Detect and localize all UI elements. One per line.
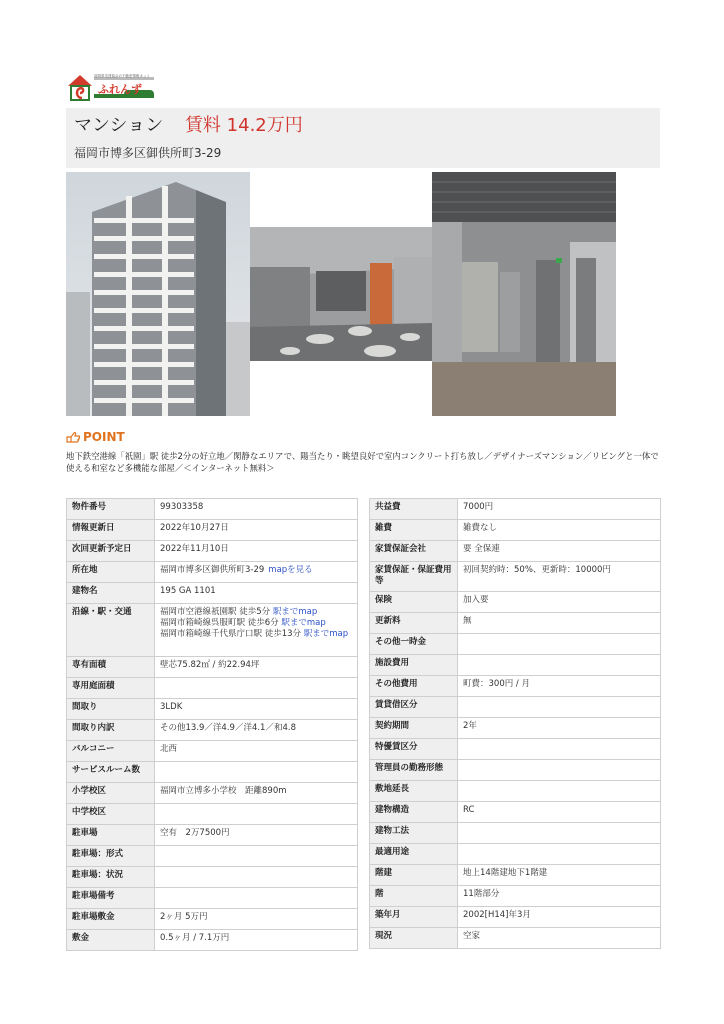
spec-value-text: 3LDK <box>160 702 183 712</box>
spec-value-text: 11階部分 <box>463 889 500 899</box>
spec-value-text: 壁芯75.82㎡ / 約22.94坪 <box>160 660 260 670</box>
spec-label: 専用庭面積 <box>67 678 155 699</box>
spec-row <box>67 583 358 604</box>
spec-value-text: 2ヶ月 5万円 <box>160 912 208 922</box>
spec-label: バルコニー <box>67 741 155 762</box>
spec-value <box>155 678 358 699</box>
spec-row <box>67 604 358 657</box>
spec-value-text: その他13.9／洋4.9／洋4.1／和4.8 <box>160 723 296 733</box>
point-heading-text: POINT <box>83 430 125 444</box>
spec-row <box>370 781 661 802</box>
spec-value <box>155 657 358 678</box>
spec-row <box>370 865 661 886</box>
spec-value <box>155 867 358 888</box>
spec-value <box>458 781 661 802</box>
spec-label: 契約期間 <box>370 718 458 739</box>
spec-value <box>155 825 358 846</box>
spec-label: 所在地 <box>67 562 155 583</box>
photo-entrance[interactable] <box>250 227 432 361</box>
spec-row <box>370 823 661 844</box>
spec-value-text: 2022年10月27日 <box>160 523 229 533</box>
spec-row <box>370 907 661 928</box>
spec-value-text: 福岡市博多区御供所町3-29 <box>160 565 265 575</box>
spec-row <box>67 520 358 541</box>
spec-label: 家賃保証会社 <box>370 541 458 562</box>
spec-value <box>155 604 358 657</box>
spec-value-text: 要 全保連 <box>463 544 500 554</box>
photo-building-exterior[interactable] <box>66 172 250 416</box>
spec-row <box>370 541 661 562</box>
spec-label: サービスルーム数 <box>67 762 155 783</box>
spec-row <box>370 520 661 541</box>
spec-row <box>67 562 358 583</box>
spec-value <box>155 541 358 562</box>
spec-label: 駐車場備考 <box>67 888 155 909</box>
spec-value-text: 無 <box>463 616 472 626</box>
spec-value-text: 7000円 <box>463 502 494 512</box>
spec-value <box>155 888 358 909</box>
spec-value <box>458 823 661 844</box>
spec-table-left <box>66 498 358 951</box>
spec-value-text: 初回契約時：50%、更新時：10000円 <box>463 565 611 575</box>
spec-value <box>458 697 661 718</box>
spec-value <box>458 592 661 613</box>
spec-value <box>155 583 358 604</box>
spec-row <box>67 888 358 909</box>
spec-value-text: RC <box>463 805 475 815</box>
transit-line <box>160 607 352 618</box>
spec-value-text: 町費：300円 / 月 <box>463 679 530 689</box>
spec-label: 間取り内訳 <box>67 720 155 741</box>
spec-row <box>370 676 661 697</box>
spec-row <box>67 846 358 867</box>
entrance-image <box>250 227 432 361</box>
spec-value <box>458 739 661 760</box>
spec-table-right <box>369 498 661 949</box>
spec-value <box>155 741 358 762</box>
spec-label: 敷地延長 <box>370 781 458 802</box>
point-description: 地下鉄空港線「祇園」駅 徒歩2分の好立地／閑静なエリアで、陽当たり・眺望良好で室内コンクリート打ち放し／デザイナーズマンション／リビングと一体で使える和室など多機能な部屋／＜インターネット無料＞ <box>66 451 659 473</box>
site-logo[interactable] <box>66 72 158 104</box>
spec-label: 階建 <box>370 865 458 886</box>
logo-tagline: 福岡県宅建協会の不動産情報ネット <box>94 74 150 78</box>
spec-value <box>458 634 661 655</box>
spec-value <box>155 783 358 804</box>
spec-row <box>370 655 661 676</box>
spec-label: 中学校区 <box>67 804 155 825</box>
elevator-hall-image <box>432 172 616 416</box>
spec-row <box>370 739 661 760</box>
spec-value <box>458 760 661 781</box>
spec-value-text: 地上14階建地下1階建 <box>463 868 548 878</box>
spec-row <box>370 562 661 592</box>
spec-label: 保険 <box>370 592 458 613</box>
spec-label: 専有面積 <box>67 657 155 678</box>
spec-row <box>370 886 661 907</box>
point-heading <box>66 430 125 444</box>
spec-value-text: 2002[H14]年3月 <box>463 910 531 920</box>
spec-label: 現況 <box>370 928 458 949</box>
spec-label: 次回更新予定日 <box>67 541 155 562</box>
spec-row <box>67 762 358 783</box>
spec-value <box>458 844 661 865</box>
spec-row <box>370 760 661 781</box>
spec-row <box>67 825 358 846</box>
spec-row <box>370 697 661 718</box>
spec-value <box>155 846 358 867</box>
spec-value <box>155 520 358 541</box>
spec-label: 駐車場：形式 <box>67 846 155 867</box>
spec-value <box>155 804 358 825</box>
spec-label: 敷金 <box>67 930 155 951</box>
address-map-link[interactable]: mapを見る <box>268 565 313 575</box>
spec-label: 駐車場敷金 <box>67 909 155 930</box>
spec-value <box>155 720 358 741</box>
spec-value <box>458 520 661 541</box>
spec-value <box>458 676 661 697</box>
spec-row <box>370 634 661 655</box>
spec-label: 建物名 <box>67 583 155 604</box>
spec-label: 施設費用 <box>370 655 458 676</box>
spec-row <box>67 541 358 562</box>
spec-row <box>370 499 661 520</box>
spec-label: 建物構造 <box>370 802 458 823</box>
spec-label: 賃貸借区分 <box>370 697 458 718</box>
spec-row <box>67 657 358 678</box>
spec-label: 物件番号 <box>67 499 155 520</box>
spec-row <box>370 718 661 739</box>
spec-value <box>155 909 358 930</box>
spec-value <box>458 562 661 592</box>
spec-label: 建物工法 <box>370 823 458 844</box>
spec-value-text: 99303358 <box>160 502 204 512</box>
spec-value <box>458 541 661 562</box>
spec-value <box>458 613 661 634</box>
station-map-link[interactable]: 駅までmap <box>281 618 326 628</box>
spec-row <box>67 909 358 930</box>
spec-value-text: 福岡市立博多小学校 距離890m <box>160 786 287 796</box>
spec-value <box>155 562 358 583</box>
title-row <box>74 114 303 138</box>
photo-elevator-hall[interactable] <box>432 172 616 416</box>
spec-label: 階 <box>370 886 458 907</box>
spec-value <box>458 928 661 949</box>
spec-label: 小学校区 <box>67 783 155 804</box>
spec-value-text: 195 GA 1101 <box>160 586 216 596</box>
building-exterior-image <box>66 172 250 416</box>
spec-label: 駐車場 <box>67 825 155 846</box>
transit-line <box>160 629 352 640</box>
spec-row <box>67 499 358 520</box>
spec-value-text: 空家 <box>463 931 481 941</box>
spec-value <box>155 762 358 783</box>
spec-row <box>370 844 661 865</box>
spec-value <box>155 699 358 720</box>
logo-name: ふれんず <box>98 83 142 96</box>
spec-value <box>155 930 358 951</box>
spec-row <box>67 678 358 699</box>
spec-value-text: 2年 <box>463 721 477 731</box>
transit-line <box>160 618 352 629</box>
spec-row <box>370 802 661 823</box>
spec-label: 築年月 <box>370 907 458 928</box>
transit-text: 福岡市空港線祇園駅 徒歩5分 <box>160 607 273 617</box>
spec-label: 家賃保証・保証費用等 <box>370 562 458 592</box>
listing-header <box>66 108 660 168</box>
transit-text: 福岡市箱崎線呉服町駅 徒歩6分 <box>160 618 282 628</box>
spec-label: 更新料 <box>370 613 458 634</box>
spec-label: その他一時金 <box>370 634 458 655</box>
pointing-hand-icon <box>66 432 80 443</box>
spec-value <box>458 655 661 676</box>
spec-value-text: 2022年11月10日 <box>160 544 229 554</box>
spec-value-text: 空有 2万7500円 <box>160 828 230 838</box>
spec-label: 情報更新日 <box>67 520 155 541</box>
spec-row <box>67 804 358 825</box>
spec-label: 駐車場：状況 <box>67 867 155 888</box>
spec-label: 沿線・駅・交通 <box>67 604 155 657</box>
spec-row <box>67 783 358 804</box>
spec-value <box>458 499 661 520</box>
spec-label: 共益費 <box>370 499 458 520</box>
station-map-link[interactable]: 駅までmap <box>272 607 318 617</box>
spec-row <box>67 930 358 951</box>
station-map-link[interactable]: 駅までmap <box>303 629 349 639</box>
spec-value-text: 雑費なし <box>463 523 498 533</box>
spec-label: 最適用途 <box>370 844 458 865</box>
spec-label: 特優賃区分 <box>370 739 458 760</box>
spec-value-text: 加入要 <box>463 595 489 605</box>
spec-value <box>458 907 661 928</box>
transit-text: 福岡市箱崎線千代県庁口駅 徒歩13分 <box>160 629 304 639</box>
spec-value <box>458 865 661 886</box>
spec-label: 管理員の勤務形態 <box>370 760 458 781</box>
spec-row <box>67 720 358 741</box>
spec-row <box>67 699 358 720</box>
property-type: マンション <box>74 115 164 136</box>
spec-value-text: 0.5ヶ月 / 7.1万円 <box>160 933 230 943</box>
spec-value <box>155 499 358 520</box>
spec-value <box>458 718 661 739</box>
spec-value <box>458 886 661 907</box>
spec-label: その他費用 <box>370 676 458 697</box>
spec-row <box>370 928 661 949</box>
spec-label: 間取り <box>67 699 155 720</box>
spec-row <box>67 867 358 888</box>
spec-label: 雑費 <box>370 520 458 541</box>
spec-row <box>370 613 661 634</box>
spec-row <box>67 741 358 762</box>
spec-value-text: 北西 <box>160 744 178 754</box>
listing-address: 福岡市博多区御供所町3-29 <box>74 146 222 160</box>
spec-value <box>458 802 661 823</box>
spec-row <box>370 592 661 613</box>
rent-price: 賃料 14.2万円 <box>184 115 303 136</box>
